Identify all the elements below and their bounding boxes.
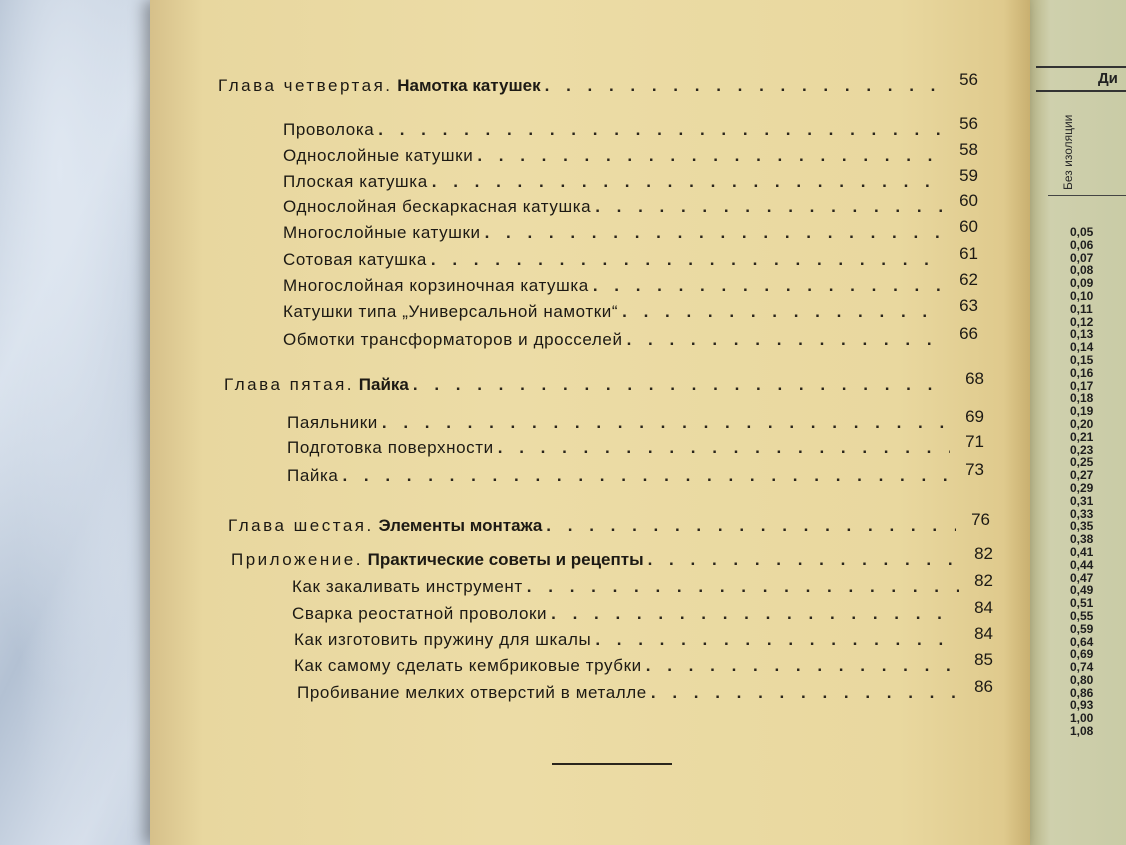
toc-item: Пайка . . . 73 [287, 466, 984, 486]
chapter-title: Глава пятая. Пайка [224, 375, 409, 394]
table-cell: 0,14 [1070, 340, 1094, 355]
table-cell: 0,55 [1070, 608, 1094, 623]
leader-dots [477, 146, 944, 166]
table-cell: 0,23 [1070, 442, 1094, 457]
table-cell: 0,44 [1070, 557, 1094, 572]
page-number: 60 [959, 191, 978, 210]
toc-item: Сотовая катушка . . . 61 [283, 250, 978, 270]
chapter-title: Приложение. Практические советы и рецепты [231, 550, 644, 569]
leader-dots [646, 656, 959, 676]
leader-dots [382, 413, 950, 433]
leader-dots [546, 516, 956, 536]
page-number: 61 [959, 244, 978, 263]
table-cell: 0,47 [1070, 570, 1094, 585]
table-cell: 0,25 [1070, 455, 1094, 470]
table-cell: 0,16 [1070, 365, 1094, 380]
page-number: 69 [965, 407, 984, 426]
table-cell: 0,69 [1070, 647, 1094, 662]
page-number: 68 [965, 369, 984, 388]
leader-dots [432, 172, 944, 192]
chapter-title: Глава четвертая. Намотка катушек [218, 76, 541, 95]
toc-item: Подготовка поверхности . . . 71 [287, 438, 984, 458]
table-cell: 1,08 [1070, 724, 1094, 739]
table-cell: 0,27 [1070, 468, 1094, 483]
leader-dots [431, 250, 944, 270]
page-number: 60 [959, 217, 978, 236]
page-number: 73 [965, 460, 984, 479]
table-cell: 0,80 [1070, 672, 1094, 687]
leader-dots [378, 120, 944, 140]
table-cell: 0,07 [1070, 250, 1094, 265]
page-number: 63 [959, 296, 978, 315]
leader-dots [342, 466, 950, 486]
toc-chapter-5 [224, 369, 984, 395]
page-number: 58 [959, 140, 978, 159]
leader-dots [527, 577, 959, 597]
table-header-text: Ди [1098, 70, 1118, 87]
table-cell: 0,21 [1070, 429, 1094, 444]
leader-dots [498, 438, 950, 458]
table-cell: 0,31 [1070, 493, 1094, 508]
page-number: 66 [959, 324, 978, 343]
toc-item: Катушки типа „Универсальной намотки“ . . . 63 [283, 302, 978, 322]
leader-dots [593, 276, 944, 296]
table-cell: 0,64 [1070, 634, 1094, 649]
toc-item: Плоская катушка . . . 59 [283, 172, 978, 192]
table-cell: 0,18 [1070, 391, 1094, 406]
toc-item: Как закаливать инструмент . . . 82 [292, 577, 993, 597]
table-cell: 0,17 [1070, 378, 1094, 393]
table-cell: 0,20 [1070, 416, 1094, 431]
table-cell: 0,49 [1070, 583, 1094, 598]
toc-item: Однослойная бескаркасная катушка . . . 60 [283, 197, 978, 217]
table-cell: 0,15 [1070, 352, 1094, 367]
toc-item: Проволока . . . 56 [283, 120, 978, 140]
leader-dots [551, 604, 959, 624]
table-cell: 0,38 [1070, 532, 1094, 547]
table-cell: 0,13 [1070, 327, 1094, 342]
leader-dots [413, 375, 950, 395]
toc-item: Как самому сделать кембриковые трубки . . . 85 [294, 656, 993, 676]
page-number: 86 [974, 677, 993, 696]
leader-dots [595, 197, 944, 217]
table-cell: 0,93 [1070, 698, 1094, 713]
toc-chapter-6 [228, 510, 990, 536]
toc-item: Однослойные катушки . . . 58 [283, 146, 978, 166]
table-cell: 0,29 [1070, 480, 1094, 495]
page-number: 56 [959, 70, 978, 89]
toc-item: Пробивание мелких отверстий в металле . . . 86 [297, 683, 993, 703]
table-cell: 0,59 [1070, 621, 1094, 636]
page-number: 84 [974, 624, 993, 643]
leader-dots [622, 302, 944, 322]
table-cell: 0,10 [1070, 288, 1094, 303]
table-cell: 0,86 [1070, 685, 1094, 700]
table-cell: 0,08 [1070, 263, 1094, 278]
toc-item: Как изготовить пружину для шкалы . . . 84 [294, 630, 993, 650]
leader-dots [651, 683, 959, 703]
table-cell: 0,05 [1070, 225, 1094, 239]
page-number: 71 [965, 432, 984, 451]
leader-dots [595, 630, 959, 650]
page-number: 59 [959, 166, 978, 185]
table-subheader: Без изоляции [1061, 114, 1075, 190]
table-cell: 0,33 [1070, 506, 1094, 521]
table-cell: 0,06 [1070, 237, 1094, 252]
table-cell: 0,19 [1070, 404, 1094, 419]
table-cell: 1,00 [1070, 711, 1094, 726]
page-number: 62 [959, 270, 978, 289]
page-number: 82 [974, 544, 993, 563]
table-cell: 0,35 [1070, 519, 1094, 534]
leader-dots [545, 76, 944, 96]
leader-dots [627, 330, 944, 350]
table-cell: 0,41 [1070, 544, 1094, 559]
table-cell: 0,74 [1070, 660, 1094, 675]
closing-rule [552, 763, 672, 765]
toc-item: Сварка реостатной проволоки . . . 84 [292, 604, 993, 624]
toc-appendix [231, 544, 993, 570]
page-number: 56 [959, 114, 978, 133]
toc-chapter-4 [218, 70, 978, 96]
page-number: 85 [974, 650, 993, 669]
page-number: 82 [974, 571, 993, 590]
table-cell: 0,12 [1070, 314, 1094, 329]
toc-item: Паяльники . . . 69 [287, 413, 984, 433]
table-cell: 0,11 [1070, 301, 1093, 316]
chapter-title: Глава шестая. Элементы монтажа [228, 516, 543, 535]
table-cell: 0,51 [1070, 596, 1094, 611]
leader-dots [485, 223, 944, 243]
toc-item: Обмотки трансформаторов и дросселей . . . 66 [283, 330, 978, 350]
toc-item: Многослойная корзиночная катушка . . . 62 [283, 276, 978, 296]
leader-dots [648, 550, 959, 570]
toc-item: Многослойные катушки . . . 60 [283, 223, 978, 243]
table-cell: 0,09 [1070, 276, 1094, 291]
page-number: 76 [971, 510, 990, 529]
page-number: 84 [974, 598, 993, 617]
